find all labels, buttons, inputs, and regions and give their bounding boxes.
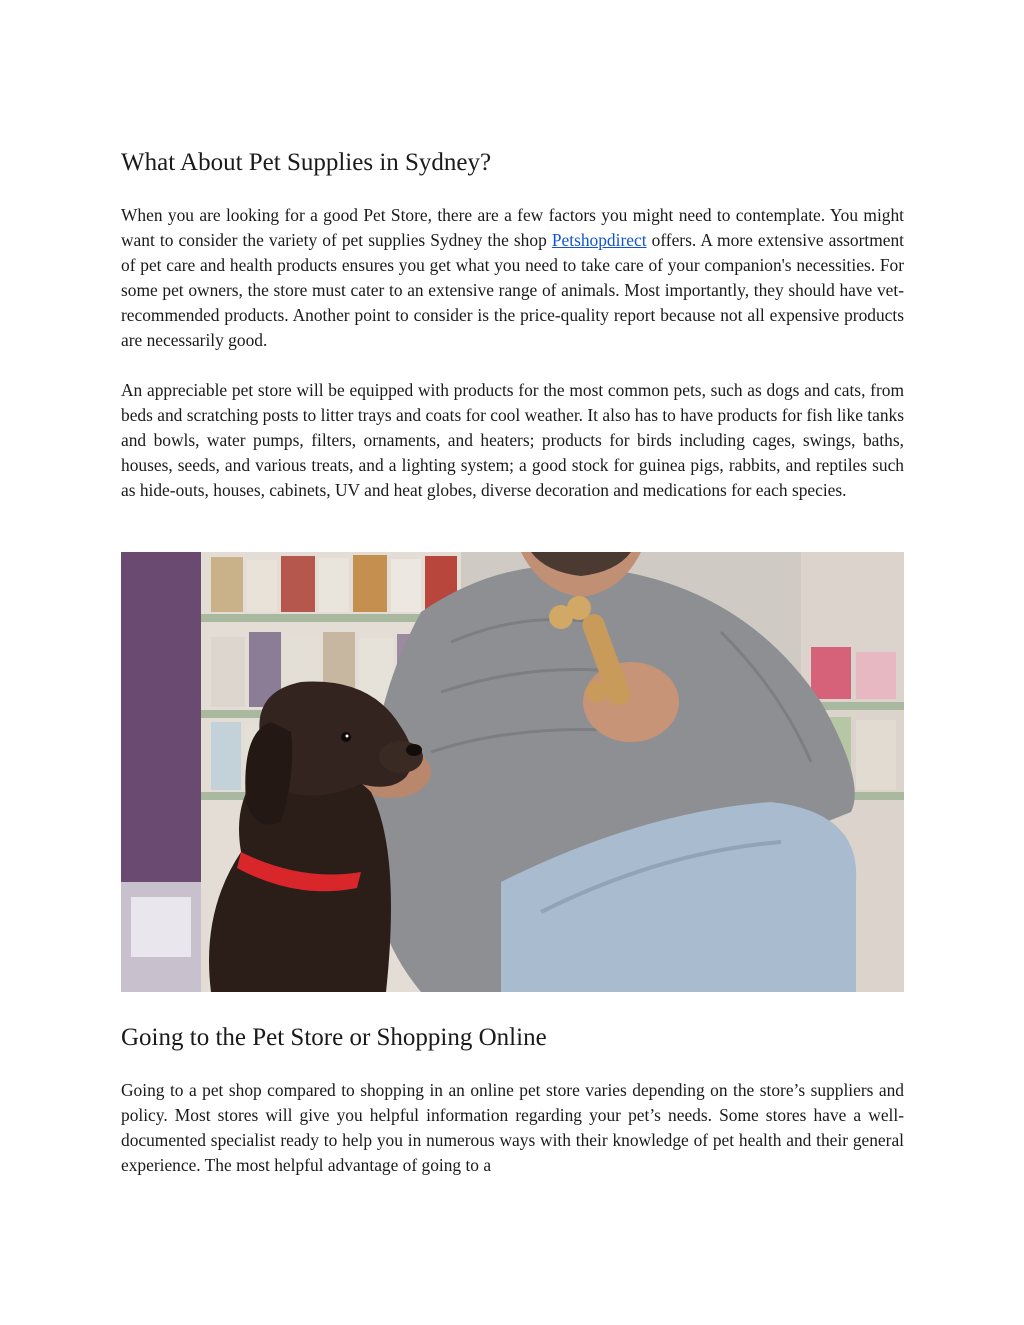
paragraph — [121, 203, 904, 353]
section-heading: Going to the Pet Store or Shopping Online — [121, 1024, 547, 1051]
photo-man-with-dog — [121, 552, 904, 992]
paragraph: Going to a pet shop compared to shopping in an online pet store varies depending on the store’s suppliers and policy. Most stores will give you helpful information regarding your pet’s needs. Some stores have a well-documented specialist ready to help you in numerous ways with their knowledge of pet health and their general experience. The most helpful advantage of going to a — [121, 1080, 904, 1175]
petshopdirect-link[interactable]: Petshopdirect — [551, 230, 647, 250]
section-heading: What About Pet Supplies in Sydney? — [121, 149, 492, 176]
paragraph-text: When you are looking for a good Pet Store, there are a few factors you might need to contemplate. You might want to consider the variety of pet supplies Sydney the shop — [121, 205, 904, 250]
paragraph: An appreciable pet store will be equipped with products for the most common pets, such as dogs and cats, from beds and scratching posts to litter trays and coats for cool weather. It also has to have products for fish like tanks and bowls, water pumps, filters, ornaments, and heaters; products for birds including cages, swings, baths, houses, seeds, and various treats, and a lighting system; a good stock for guinea pigs, rabbits, and reptiles such as hide-outs, houses, cabinets, UV and heat globes, diverse decoration and medications for each species. — [121, 380, 904, 500]
paragraph-text: offers. A more extensive assortment of pet care and health products ensures you get what you need to take care of your companion's necessities. For some pet owners, the store must cater to an extensive range of animals. Most importantly, they should have vet-recommended products. Another point to consider is the price-quality report because not all expensive products are necessarily good. — [121, 230, 904, 350]
